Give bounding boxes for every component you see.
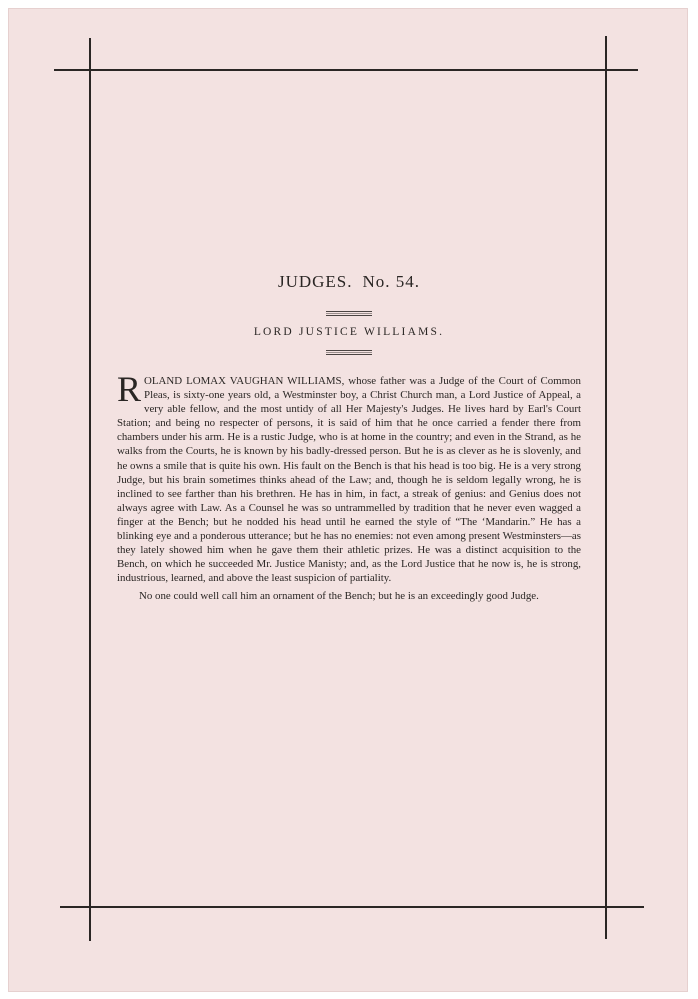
- frame-bottom-rule: [60, 906, 644, 908]
- frame-top-rule: [54, 69, 638, 71]
- article-body: [117, 369, 581, 604]
- frame-right-rule: [605, 36, 607, 939]
- ornament-rule-bottom: [326, 350, 372, 356]
- paragraph-2: No one could well call him an ornament of the Bench; but he is an exceedingly good Judge.: [139, 590, 539, 603]
- series-number: No. 54.: [362, 272, 421, 291]
- paragraph-1: [117, 369, 581, 585]
- paragraph-1-text: OLAND LOMAX VAUGHAN WILLIAMS, whose father was a Judge of the Court of Common Pleas, is sixty-one years old, a Westminster boy, a Christ Church man, a Lord Justice of Appeal, a very able fellow, and the most untidy of all Her Majesty's Judges. He lives hard by Earl's Court Station; and being no respecter of persons, it is said of him that he once carried a fender there from chambers under his arm. He is a rustic Judge, who is at home in the country; and even in the Strand, as he walks from the Courts, he is known by his badly-dressed person. But he is as clever as he is slovenly, and he owns a smile that is quite his own. His fault on the Bench is that his head is too big. He is a very strong Judge, but his brain sometimes thinks ahead of the Law; and, though he is seldom legally wrong, he is inclined to see farther than his brethren. He has in him, in fact, a streak of genius: and Genius does not always agree with Law. As a Counsel he was so untrammelled by tradition that he never even wagged a finger at the Bench; but he nodded his head until he earned the style of “The ‘Mandarin.” He has a blinking eye and a ponderous utterance; but he has no enemies: not even among present Westminsters—as they lately showed him when he gave them their athletic prizes. He was a distinct acquisition to the Bench, on which he succeeded Mr. Justice Manisty; and, as the Lord Justice that he now is, he is strong, industrious, learned, and above the least suspicion of partiality.: [117, 375, 581, 585]
- series-title: JUDGES.: [277, 272, 353, 291]
- ornament-rule-top: [326, 311, 372, 317]
- subtitle: LORD JUSTICE WILLIAMS.: [253, 326, 445, 338]
- drop-cap: R: [117, 369, 142, 409]
- page-title: [0, 272, 698, 292]
- frame-left-rule: [89, 38, 91, 941]
